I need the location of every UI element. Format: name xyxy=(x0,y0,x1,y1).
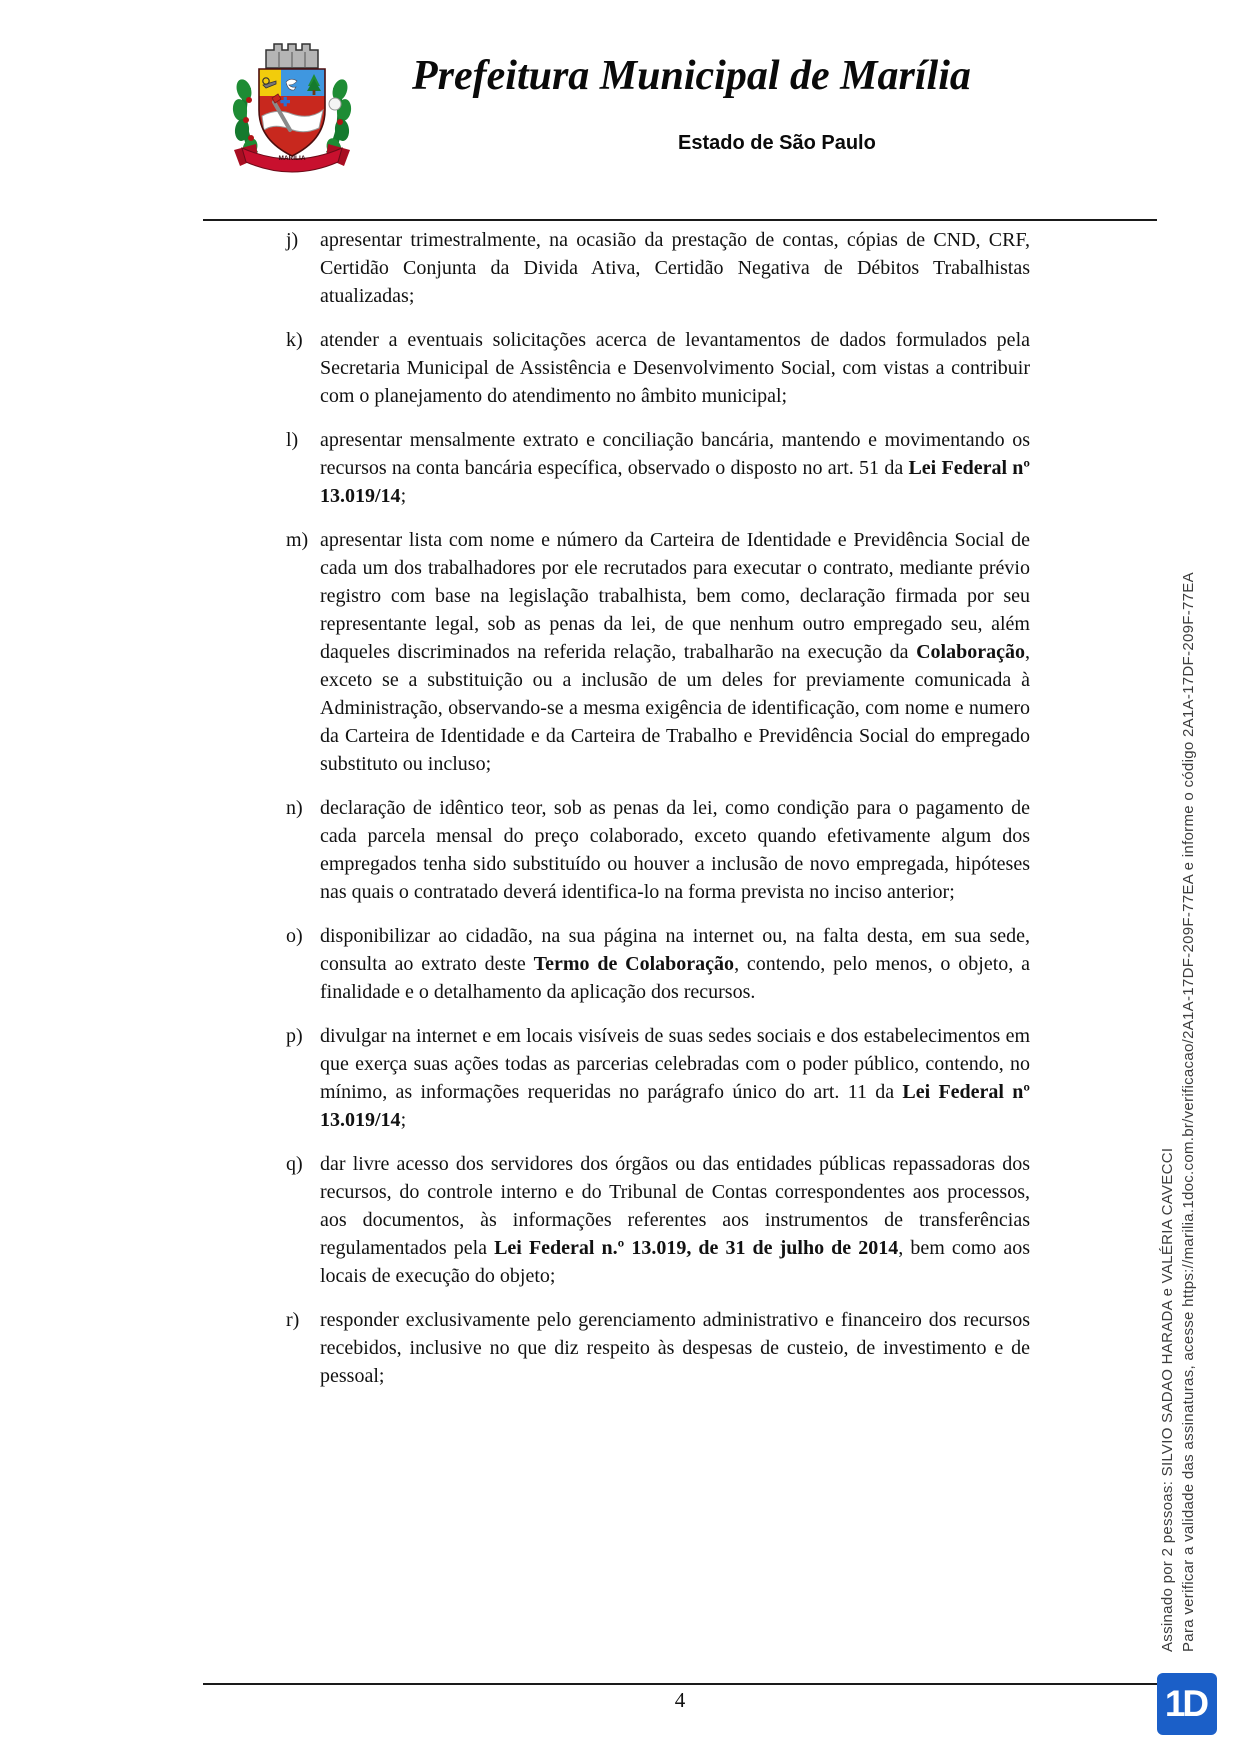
city-crest-logo xyxy=(222,38,362,180)
clause-item-q xyxy=(286,1150,1030,1290)
clause-item-r xyxy=(286,1306,1030,1390)
clause-item-l xyxy=(286,426,1030,510)
clause-item-o xyxy=(286,922,1030,1006)
clause-label: p) xyxy=(286,1025,303,1047)
clause-label: j) xyxy=(286,229,299,251)
clause-list xyxy=(286,226,1030,1406)
footer-divider xyxy=(203,1683,1157,1685)
page-number: 4 xyxy=(674,1688,686,1712)
clause-label: q) xyxy=(286,1153,303,1175)
onedoc-logo-glyph: 1D xyxy=(1164,1683,1207,1724)
clause-label: n) xyxy=(286,797,303,819)
clause-text: responder exclusivamente pelo gerenciamento administrativo e financeiro dos recursos recebidos, inclusive no que diz respeito às despesas de custeio, de investimento e de pessoal; xyxy=(320,1309,1030,1387)
clause-item-m xyxy=(286,526,1030,778)
clause-item-k xyxy=(286,326,1030,410)
clause-label: l) xyxy=(286,429,299,451)
page-title: Prefeitura Municipal de Marília xyxy=(412,53,971,99)
crest-ribbon-text: MARÍLIA xyxy=(278,155,306,162)
onedoc-logo xyxy=(1157,1673,1217,1735)
clause-text: apresentar lista com nome e número da Carteira de Identidade e Previdência Social de cada um dos trabalhadores por ele recrutados para executar o contrato, mediante prévio registro com base na legislação trabalhista, bem como, declaração firmada por seu representante legal, sob as penas da lei, de que nenhum outro empregado seu, além daqueles discriminados na referida relação, trabalharão na execução da Colaboração, exceto se a substituição ou a inclusão de um deles for previamente comunicada à Administração, observando-se a mesma exigência de identificação, com nome e numero da Carteira de Identidade e da Carteira de Trabalho e Previdência Social do empregado substituto ou incluso; xyxy=(320,529,1030,775)
clause-text: apresentar trimestralmente, na ocasião da prestação de contas, cópias de CND, CRF, Certidão Conjunta da Divida Ativa, Certidão Negativa de Débitos Trabalhistas atualizadas; xyxy=(320,229,1030,307)
clause-label: r) xyxy=(286,1309,300,1331)
crest-mural-crown xyxy=(266,44,318,68)
clause-item-n xyxy=(286,794,1030,906)
clause-text: atender a eventuais solicitações acerca de levantamentos de dados formulados pela Secretaria Municipal de Assistência e Desenvolvimento Social, com vistas a contribuir com o planejamento do atendimento no âmbito municipal; xyxy=(320,329,1030,407)
clause-text: declaração de idêntico teor, sob as penas da lei, como condição para o pagamento de cada parcela mensal do preço colaborado, exceto quando efetivamente algum dos empregados tenha sido substituído ou houver a inclusão de novo empregada, hipóteses nas quais o contratado deverá identifica-lo na forma prevista no inciso anterior; xyxy=(320,797,1030,903)
clause-text: divulgar na internet e em locais visíveis de suas sedes sociais e dos estabelecimentos em que exerça suas ações todas as parcerias celebradas com o poder público, contendo, no mínimo, as informações requeridas no parágrafo único do art. 11 da Lei Federal nº 13.019/14; xyxy=(320,1025,1030,1131)
clause-text: dar livre acesso dos servidores dos órgãos ou das entidades públicas repassadoras dos recursos, do controle interno e do Tribunal de Contas correspondentes aos processos, aos documentos, às informações referentes aos instrumentos de transferências regulamentados pela Lei Federal n.º 13.019, de 31 de julho de 2014, bem como aos locais de execução do objeto; xyxy=(320,1153,1030,1287)
clause-item-p xyxy=(286,1022,1030,1134)
crest-shield xyxy=(259,69,325,159)
clause-text: disponibilizar ao cidadão, na sua página na internet ou, na falta desta, em sua sede, consulta ao extrato deste Termo de Colaboração, contendo, pelo menos, o objeto, a finalidade e o detalhamento da aplicação dos recursos. xyxy=(320,925,1030,1003)
clause-label: o) xyxy=(286,925,303,947)
clause-label: m) xyxy=(286,529,309,551)
page-subtitle: Estado de São Paulo xyxy=(678,132,876,154)
clause-item-j xyxy=(286,226,1030,310)
signature-stamp-signers: Assinado por 2 pessoas: SILVIO SADAO HARADA e VALÉRIA CAVECCI xyxy=(1159,1147,1176,1652)
clause-text: apresentar mensalmente extrato e conciliação bancária, mantendo e movimentando os recursos na conta bancária específica, observado o disposto no art. 51 da Lei Federal nº 13.019/14; xyxy=(320,429,1030,507)
clause-label: k) xyxy=(286,329,303,351)
header-divider xyxy=(203,219,1157,221)
signature-stamp-verification: Para verificar a validade das assinaturas, acesse https://marilia.1doc.com.br/verificacao/2A1A-17DF-209F-77EA e informe o código 2A1A-17DF-209F-77EA xyxy=(1180,572,1197,1652)
